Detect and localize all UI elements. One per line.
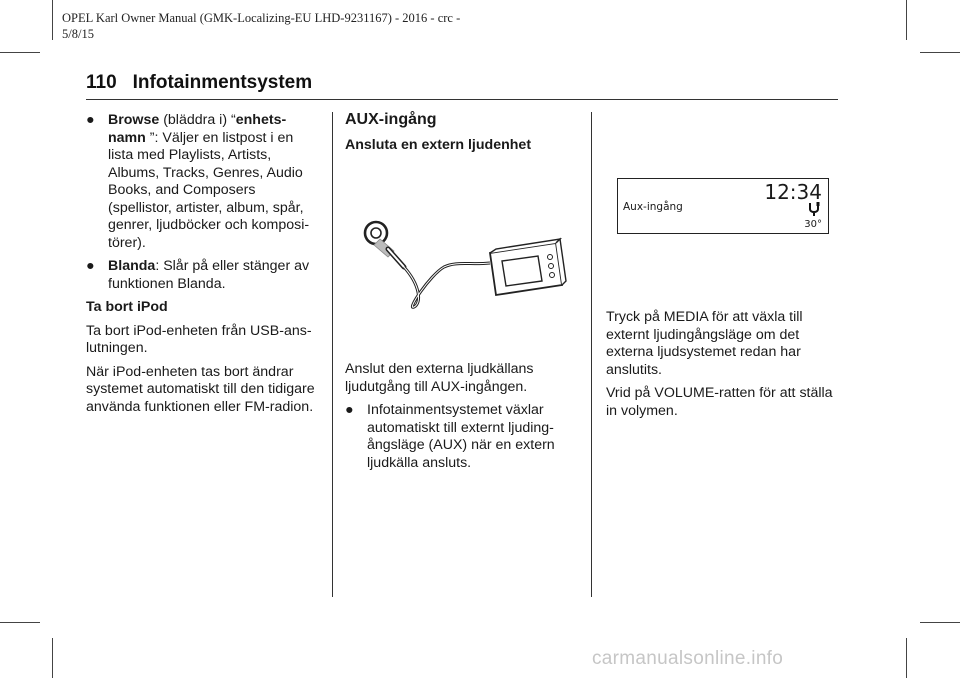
body-paragraph: När iPod-enheten tas bort ändrar systemet automatiskt till den tidigare använda funktionen eller FM-radion. xyxy=(86,363,315,415)
crop-mark xyxy=(0,622,40,623)
display-source-label: Aux-ingång xyxy=(623,201,683,213)
crop-mark xyxy=(920,622,960,623)
column-1 xyxy=(86,112,322,422)
term-device-name: enhets-namn xyxy=(108,112,287,146)
print-metadata-line: OPEL Karl Owner Manual (GMK-Localizing-EU LHD-9231167) - 2016 - crc - xyxy=(62,11,461,25)
subheading: Ansluta en extern ljudenhet xyxy=(345,136,532,153)
section-title: Infotainmentsystem xyxy=(132,72,313,93)
body-paragraph: Ta bort iPod-enheten från USB-ans-lutningen. xyxy=(86,322,312,356)
body-text: : Slår på eller stänger av funktionen Blanda. xyxy=(108,258,310,292)
crop-mark xyxy=(906,0,907,40)
crop-mark xyxy=(906,638,907,678)
print-metadata-line: 5/8/15 xyxy=(62,27,94,41)
column-divider xyxy=(332,112,333,597)
column-3 xyxy=(606,309,842,426)
crop-mark xyxy=(52,0,53,40)
list-item xyxy=(86,112,322,252)
body-text: Infotainmentsystemet växlar automatiskt till externt ljuding-ångsläge (AUX) när en extern ljudkälla ansluts. xyxy=(367,402,555,471)
column-2 xyxy=(345,111,581,160)
crop-mark xyxy=(920,52,960,53)
column-divider xyxy=(591,112,592,597)
term-shuffle: Blanda xyxy=(108,258,156,274)
term-browse: Browse xyxy=(108,112,160,128)
aux-connection-illustration xyxy=(360,215,570,315)
section-heading: AUX-ingång xyxy=(345,111,437,128)
list-item xyxy=(86,258,322,293)
display-temperature: 30° xyxy=(804,219,822,230)
display-clock: 12:34 xyxy=(764,180,822,204)
page-heading xyxy=(86,72,312,94)
body-text: (bläddra i) “ xyxy=(159,112,236,128)
column-2-lower xyxy=(345,361,581,478)
crop-mark xyxy=(52,638,53,678)
infotainment-display xyxy=(617,178,829,234)
bullet-marker: ● xyxy=(86,258,95,274)
header-rule xyxy=(86,99,838,100)
page-number: 110 xyxy=(86,72,117,93)
crop-mark xyxy=(0,52,40,53)
body-paragraph: Tryck på MEDIA för att växla till externt ljudingångsläge om det externa ljudsystemet redan har anslutits. xyxy=(606,309,803,378)
body-paragraph: Anslut den externa ljudkällans ljudutgång till AUX-ingången. xyxy=(345,361,534,395)
bullet-marker: ● xyxy=(345,402,354,418)
body-text: ”: Väljer en listpost i en lista med Playlists, Artists, Albums, Tracks, Genres, Audio Books, and Composers (spellistor, artister, album, spår, genrer, ljudböcker och komposi-törer). xyxy=(108,129,310,251)
print-metadata xyxy=(62,10,460,42)
list-item xyxy=(345,402,581,472)
subheading: Ta bort iPod xyxy=(86,299,168,315)
bullet-marker: ● xyxy=(86,112,95,128)
watermark: carmanualsonline.info xyxy=(592,648,784,669)
body-paragraph: Vrid på VOLUME-ratten för att ställa in volymen. xyxy=(606,385,833,419)
